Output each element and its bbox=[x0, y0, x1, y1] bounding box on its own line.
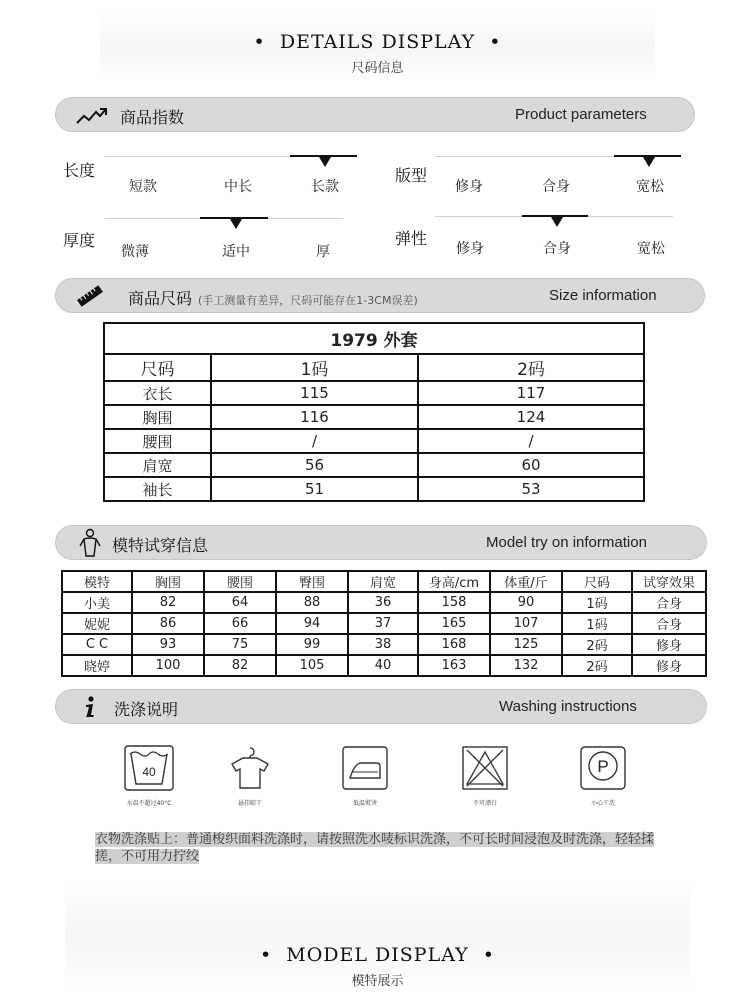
wash-temp-text: 40 bbox=[142, 765, 156, 779]
model-cell: 93 bbox=[132, 634, 204, 655]
model-cell: 66 bbox=[204, 613, 276, 634]
wash-icon-item bbox=[455, 744, 515, 807]
washing-title-en: Washing instructions bbox=[499, 698, 637, 715]
param-pointer bbox=[319, 157, 331, 167]
model-cell: 165 bbox=[418, 613, 490, 634]
size-title: 商品尺码 (手工测量有差异，尺码可能存在1-3CM误差) bbox=[128, 289, 418, 308]
param-label-fit: 版型 bbox=[395, 166, 428, 185]
table-row bbox=[104, 405, 644, 429]
table-row bbox=[104, 429, 644, 453]
table-row bbox=[62, 634, 706, 655]
table-row bbox=[104, 477, 644, 501]
model-cell: 86 bbox=[132, 613, 204, 634]
hang-dry-icon bbox=[223, 744, 277, 792]
wash-icon-item bbox=[573, 744, 633, 807]
model-cell: 小美 bbox=[62, 592, 132, 613]
model-cell: 36 bbox=[348, 592, 418, 613]
model-cell: 107 bbox=[490, 613, 562, 634]
model-header-cell: 试穿效果 bbox=[632, 571, 706, 592]
size-cell: 53 bbox=[418, 477, 644, 501]
model-cell: 105 bbox=[276, 655, 348, 676]
model-cell: 合身 bbox=[632, 613, 706, 634]
model-cell: 82 bbox=[204, 655, 276, 676]
model-cell: 2码 bbox=[562, 634, 632, 655]
model-cell: 修身 bbox=[632, 655, 706, 676]
model-header-cell: 尺码 bbox=[562, 571, 632, 592]
table-row bbox=[62, 655, 706, 676]
model-header-cell: 体重/斤 bbox=[490, 571, 562, 592]
model-cell: 100 bbox=[132, 655, 204, 676]
info-icon bbox=[83, 696, 97, 718]
param-label-length: 长度 bbox=[63, 161, 96, 180]
param-option: 中长 bbox=[224, 179, 252, 195]
model-header-cell: 臀围 bbox=[276, 571, 348, 592]
param-option: 适中 bbox=[222, 244, 250, 260]
model-title: 模特试穿信息 bbox=[112, 536, 209, 555]
param-option: 厚 bbox=[316, 244, 330, 260]
param-label-stretch: 弹性 bbox=[395, 229, 428, 248]
washing-section-bar bbox=[55, 689, 707, 724]
model-cell: 38 bbox=[348, 634, 418, 655]
model-header-cell: 腰围 bbox=[204, 571, 276, 592]
model-cell: 晓婷 bbox=[62, 655, 132, 676]
model-cell: 125 bbox=[490, 634, 562, 655]
care-instructions: 衣物洗涤贴上：普通梭织面料洗涤时，请按照洗水唛标识洗涤，不可长时间浸泡及时洗涤，轻轻揉搓，不可用力拧绞 bbox=[95, 832, 655, 864]
size-section-bar bbox=[55, 278, 705, 313]
size-cell: 117 bbox=[418, 381, 644, 405]
size-cell: / bbox=[211, 429, 418, 453]
param-pointer bbox=[230, 219, 242, 229]
trend-chart-icon bbox=[76, 107, 108, 125]
model-table bbox=[61, 570, 707, 677]
params-title-en: Product parameters bbox=[515, 106, 647, 123]
size-cell: 124 bbox=[418, 405, 644, 429]
size-header-cell: 尺码 bbox=[104, 354, 211, 381]
dry-clean-letter: P bbox=[597, 757, 609, 776]
size-cell: / bbox=[418, 429, 644, 453]
model-cell: 75 bbox=[204, 634, 276, 655]
page-subtitle: 尺码信息 bbox=[351, 61, 404, 76]
model-cell: 90 bbox=[490, 592, 562, 613]
param-option: 宽松 bbox=[636, 179, 664, 195]
size-cell: 56 bbox=[211, 453, 418, 477]
table-header-row bbox=[62, 571, 706, 592]
model-cell: 158 bbox=[418, 592, 490, 613]
size-table bbox=[103, 322, 645, 502]
low-iron-icon bbox=[338, 744, 392, 792]
model-cell: 163 bbox=[418, 655, 490, 676]
wash-icon-item bbox=[335, 744, 395, 807]
model-cell: 修身 bbox=[632, 634, 706, 655]
table-row bbox=[62, 592, 706, 613]
model-header-cell: 身高/cm bbox=[418, 571, 490, 592]
wash-caption: 不可漂白 bbox=[472, 800, 497, 807]
param-option: 微薄 bbox=[121, 244, 149, 260]
size-cell: 胸围 bbox=[104, 405, 211, 429]
dry-clean-icon bbox=[576, 744, 630, 792]
size-table-title: 1979 外套 bbox=[104, 323, 644, 354]
size-title-en: Size information bbox=[549, 287, 657, 304]
size-header-cell: 2码 bbox=[418, 354, 644, 381]
table-row bbox=[104, 453, 644, 477]
model-figure-icon bbox=[78, 528, 102, 558]
param-option: 宽松 bbox=[637, 241, 665, 257]
model-cell: C C bbox=[62, 634, 132, 655]
wash-icon-item bbox=[220, 744, 280, 807]
param-label-thickness: 厚度 bbox=[63, 231, 96, 250]
model-cell: 1码 bbox=[562, 592, 632, 613]
model-section-bar bbox=[55, 525, 707, 560]
wash-icon-item bbox=[119, 744, 179, 807]
model-cell: 132 bbox=[490, 655, 562, 676]
size-note: (手工测量有差异，尺码可能存在1-3CM误差) bbox=[198, 294, 418, 307]
param-option: 合身 bbox=[543, 241, 571, 257]
footer-title: • MODEL DISPLAY • bbox=[259, 944, 496, 966]
model-cell: 37 bbox=[348, 613, 418, 634]
no-bleach-icon bbox=[458, 744, 512, 792]
wash-caption: 水温不超过40°C bbox=[126, 800, 172, 807]
model-cell: 64 bbox=[204, 592, 276, 613]
page-title: • DETAILS DISPLAY • bbox=[253, 31, 502, 53]
param-option: 短款 bbox=[129, 179, 157, 195]
size-cell: 60 bbox=[418, 453, 644, 477]
size-cell: 51 bbox=[211, 477, 418, 501]
model-header-cell: 模特 bbox=[62, 571, 132, 592]
size-cell: 肩宽 bbox=[104, 453, 211, 477]
model-cell: 94 bbox=[276, 613, 348, 634]
size-cell: 116 bbox=[211, 405, 418, 429]
model-header-cell: 肩宽 bbox=[348, 571, 418, 592]
wash-caption: 小心干洗 bbox=[590, 800, 615, 807]
model-title-en: Model try on information bbox=[486, 534, 647, 551]
size-cell: 袖长 bbox=[104, 477, 211, 501]
param-option: 长款 bbox=[311, 179, 339, 195]
table-row bbox=[104, 381, 644, 405]
washing-title: 洗涤说明 bbox=[114, 700, 179, 719]
params-title: 商品指数 bbox=[120, 108, 185, 127]
model-cell: 2码 bbox=[562, 655, 632, 676]
wash-caption: 低温熨烫 bbox=[352, 800, 377, 807]
model-header-cell: 胸围 bbox=[132, 571, 204, 592]
table-row bbox=[62, 613, 706, 634]
model-cell: 99 bbox=[276, 634, 348, 655]
model-cell: 82 bbox=[132, 592, 204, 613]
model-cell: 1码 bbox=[562, 613, 632, 634]
model-cell: 40 bbox=[348, 655, 418, 676]
footer-subtitle: 模特展示 bbox=[351, 974, 404, 989]
size-cell: 衣长 bbox=[104, 381, 211, 405]
model-cell: 168 bbox=[418, 634, 490, 655]
size-cell: 腰围 bbox=[104, 429, 211, 453]
param-option: 修身 bbox=[455, 179, 483, 195]
param-option: 修身 bbox=[456, 241, 484, 257]
param-pointer bbox=[551, 217, 563, 227]
ruler-icon bbox=[76, 285, 104, 307]
param-option: 合身 bbox=[542, 179, 570, 195]
model-cell: 88 bbox=[276, 592, 348, 613]
param-pointer bbox=[643, 157, 655, 167]
size-header-cell: 1码 bbox=[211, 354, 418, 381]
model-cell: 妮妮 bbox=[62, 613, 132, 634]
params-section-bar bbox=[55, 97, 695, 132]
wash-40-icon bbox=[122, 744, 176, 792]
model-cell: 合身 bbox=[632, 592, 706, 613]
size-cell: 115 bbox=[211, 381, 418, 405]
wash-caption: 悬挂晾干 bbox=[237, 800, 262, 807]
